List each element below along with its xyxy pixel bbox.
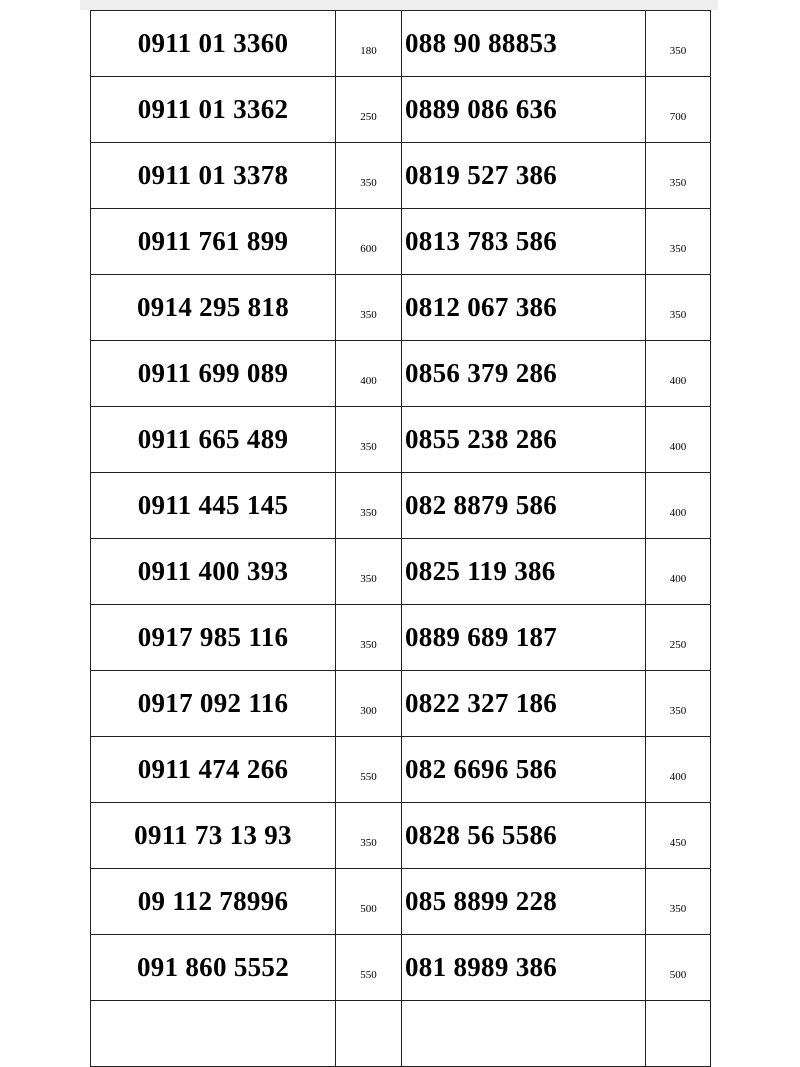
phone-number-cell: 0855 238 286 xyxy=(402,407,646,473)
table-row xyxy=(91,473,711,539)
phone-number-cell: 0889 689 187 xyxy=(402,605,646,671)
table-row xyxy=(91,11,711,77)
price-cell: 400 xyxy=(646,473,711,539)
phone-number-cell: 085 8899 228 xyxy=(402,869,646,935)
phone-number-cell: 0917 092 116 xyxy=(91,671,336,737)
table-row xyxy=(91,341,711,407)
table-row xyxy=(91,737,711,803)
phone-number-cell: 0911 400 393 xyxy=(91,539,336,605)
price-cell: 350 xyxy=(336,539,402,605)
price-cell: 250 xyxy=(646,605,711,671)
price-cell: 350 xyxy=(646,869,711,935)
top-scroll-edge xyxy=(80,0,718,10)
price-cell: 250 xyxy=(336,77,402,143)
phone-number-cell: 0828 56 5586 xyxy=(402,803,646,869)
price-cell: 500 xyxy=(646,935,711,1001)
phone-number-cell: 0812 067 386 xyxy=(402,275,646,341)
table-row xyxy=(91,605,711,671)
phone-number-cell: 0911 445 145 xyxy=(91,473,336,539)
price-cell: 350 xyxy=(336,275,402,341)
phone-number-cell: 0856 379 286 xyxy=(402,341,646,407)
price-cell: 350 xyxy=(336,605,402,671)
phone-number-cell: 082 8879 586 xyxy=(402,473,646,539)
table-row xyxy=(91,209,711,275)
price-cell: 700 xyxy=(646,77,711,143)
phone-number-cell: 0825 119 386 xyxy=(402,539,646,605)
phone-number-cell: 0911 761 899 xyxy=(91,209,336,275)
table-row xyxy=(91,869,711,935)
phone-number-cell: 0914 295 818 xyxy=(91,275,336,341)
phone-number-cell: 0911 699 089 xyxy=(91,341,336,407)
table-row xyxy=(91,77,711,143)
price-cell: 400 xyxy=(646,539,711,605)
table-body xyxy=(91,11,711,1067)
price-cell xyxy=(336,1001,402,1067)
phone-number-cell: 0911 01 3360 xyxy=(91,11,336,77)
price-cell: 350 xyxy=(336,407,402,473)
phone-number-cell: 0822 327 186 xyxy=(402,671,646,737)
phone-number-cell: 0911 01 3378 xyxy=(91,143,336,209)
phone-number-price-table xyxy=(90,10,711,1067)
phone-number-cell: 0911 474 266 xyxy=(91,737,336,803)
table-row xyxy=(91,935,711,1001)
price-cell: 180 xyxy=(336,11,402,77)
price-cell: 300 xyxy=(336,671,402,737)
price-cell: 350 xyxy=(646,275,711,341)
table-row xyxy=(91,143,711,209)
price-cell: 550 xyxy=(336,935,402,1001)
phone-number-cell xyxy=(91,1001,336,1067)
price-cell: 350 xyxy=(646,143,711,209)
price-cell: 400 xyxy=(336,341,402,407)
price-cell: 500 xyxy=(336,869,402,935)
price-cell: 350 xyxy=(336,143,402,209)
phone-number-cell: 0911 73 13 93 xyxy=(91,803,336,869)
phone-number-cell: 088 90 88853 xyxy=(402,11,646,77)
table-row xyxy=(91,671,711,737)
phone-number-cell: 0813 783 586 xyxy=(402,209,646,275)
phone-number-cell: 0911 01 3362 xyxy=(91,77,336,143)
price-cell: 450 xyxy=(646,803,711,869)
price-cell: 350 xyxy=(646,671,711,737)
phone-number-cell: 0917 985 116 xyxy=(91,605,336,671)
price-cell: 400 xyxy=(646,341,711,407)
price-cell: 350 xyxy=(336,803,402,869)
table-row xyxy=(91,407,711,473)
phone-number-cell: 09 112 78996 xyxy=(91,869,336,935)
price-cell: 350 xyxy=(646,11,711,77)
phone-number-cell: 0889 086 636 xyxy=(402,77,646,143)
phone-number-cell: 081 8989 386 xyxy=(402,935,646,1001)
price-cell: 550 xyxy=(336,737,402,803)
price-cell: 400 xyxy=(646,737,711,803)
price-cell xyxy=(646,1001,711,1067)
price-cell: 400 xyxy=(646,407,711,473)
table-row xyxy=(91,275,711,341)
phone-number-cell: 0819 527 386 xyxy=(402,143,646,209)
price-cell: 350 xyxy=(646,209,711,275)
phone-number-cell: 0911 665 489 xyxy=(91,407,336,473)
table-row xyxy=(91,1001,711,1067)
phone-number-cell: 091 860 5552 xyxy=(91,935,336,1001)
price-cell: 350 xyxy=(336,473,402,539)
phone-number-table-container xyxy=(90,10,710,982)
phone-number-cell xyxy=(402,1001,646,1067)
phone-number-cell: 082 6696 586 xyxy=(402,737,646,803)
table-row xyxy=(91,539,711,605)
price-cell: 600 xyxy=(336,209,402,275)
table-row xyxy=(91,803,711,869)
